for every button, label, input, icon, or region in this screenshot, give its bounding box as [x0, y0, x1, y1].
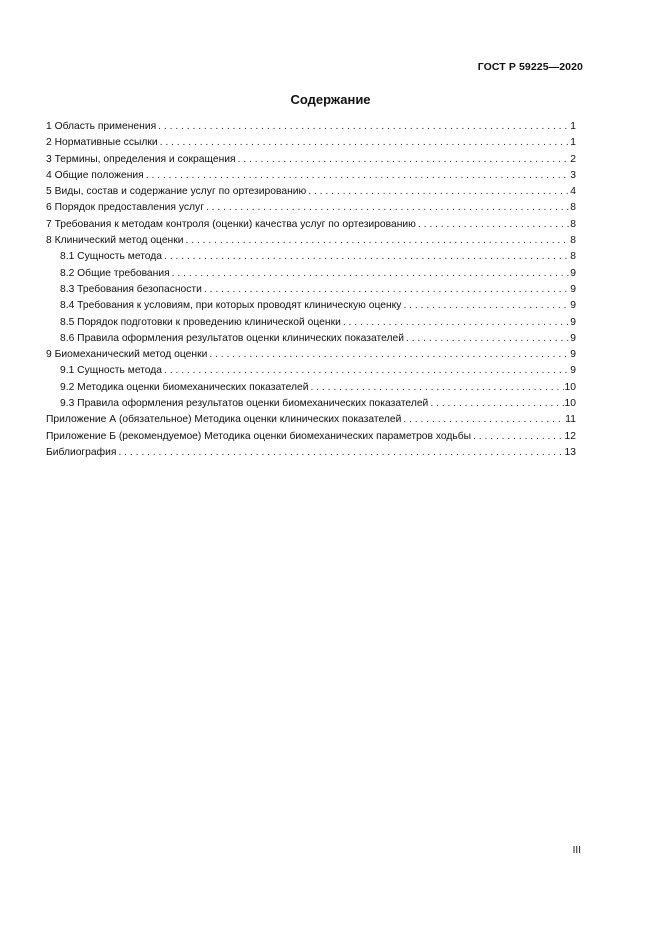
toc-entry[interactable] [46, 429, 576, 445]
toc-entry-title: Библиография [46, 446, 117, 458]
toc-entry[interactable] [46, 331, 576, 347]
toc-entry[interactable] [46, 380, 576, 396]
toc-entry-page: 8 [570, 218, 576, 230]
toc-entry-title: 6 Порядок предоставления услуг [46, 202, 204, 214]
toc-entry-title: 8.1 Сущность метода [60, 251, 163, 263]
toc-entry[interactable] [46, 168, 576, 184]
toc-entry-page: 9 [570, 349, 576, 361]
toc-entry[interactable] [46, 412, 576, 428]
toc-leader-dots [343, 315, 569, 331]
document-code: ГОСТ Р 59225—2020 [477, 61, 583, 73]
toc-leader-dots [308, 184, 569, 200]
toc-entry-page: 11 [565, 414, 576, 426]
toc-entry-page: 8 [570, 235, 576, 247]
toc-leader-dots [473, 429, 563, 445]
toc-entry-page: 9 [570, 283, 576, 295]
toc-entry-page: 9 [570, 365, 576, 377]
toc-entry-page: 1 [570, 137, 576, 149]
toc-entry-page: 12 [564, 430, 576, 442]
toc-entry-title: 7 Требования к методам контроля (оценки) качества услуг по ортезированию [46, 218, 416, 230]
toc-leader-dots [238, 152, 570, 168]
toc-entry[interactable] [46, 119, 576, 135]
toc-entry-title: 5 Виды, состав и содержание услуг по ортезированию [46, 186, 307, 198]
toc-entry[interactable] [46, 249, 576, 265]
toc-entry-title: 1 Область применения [46, 121, 157, 132]
toc-title: Содержание [290, 92, 371, 107]
toc-entry-title: 8.4 Требования к условиям, при которых проводят клиническую оценку [60, 300, 402, 312]
toc-entry-page: 10 [564, 398, 576, 410]
toc-leader-dots [209, 347, 569, 363]
toc-leader-dots [403, 412, 564, 428]
toc-leader-dots [164, 249, 569, 265]
toc-entry-title: Приложение А (обязательное) Методика оценки клинических показателей [46, 414, 402, 426]
toc-entry[interactable] [46, 445, 576, 461]
toc-leader-dots [310, 380, 563, 396]
toc-leader-dots [186, 233, 570, 249]
toc-leader-dots [172, 266, 570, 282]
toc-entry[interactable] [46, 217, 576, 233]
toc-entry-title: 2 Нормативные ссылки [46, 137, 158, 149]
toc-leader-dots [160, 135, 570, 151]
toc-entry-page: 4 [570, 186, 576, 198]
toc-entry-page: 9 [570, 332, 576, 344]
toc-entry-title: 9.2 Методика оценки биомеханических показателей [60, 381, 309, 393]
toc-entry-page: 8 [570, 202, 576, 214]
toc-leader-dots [146, 168, 570, 184]
toc-entry-title: 9.1 Сущность метода [60, 365, 163, 377]
toc-entry-page: 1 [570, 121, 576, 132]
toc-entry-title: 8.6 Правила оформления результатов оценки клинических показателей [60, 332, 404, 344]
toc-entry[interactable] [46, 315, 576, 331]
toc-entry-title: Приложение Б (рекомендуемое) Методика оценки биомеханических параметров ходьбы [46, 430, 472, 442]
toc-entry[interactable] [46, 152, 576, 168]
toc-entry[interactable] [46, 233, 576, 249]
table-of-contents [46, 119, 576, 461]
toc-leader-dots [204, 282, 569, 298]
toc-entry-title: 3 Термины, определения и сокращения [46, 153, 236, 165]
page-number: III [572, 845, 581, 856]
toc-leader-dots [118, 445, 563, 461]
toc-entry-title: 8.2 Общие требования [60, 267, 170, 279]
toc-entry[interactable] [46, 396, 576, 412]
toc-entry-title: 8.3 Требования безопасности [60, 283, 202, 295]
toc-entry-title: 9.3 Правила оформления результатов оценки биомеханических показателей [60, 398, 429, 410]
toc-entry-title: 8.5 Порядок подготовки к проведению клинической оценки [60, 316, 341, 328]
toc-entry[interactable] [46, 347, 576, 363]
toc-entry[interactable] [46, 363, 576, 379]
toc-leader-dots [206, 200, 569, 216]
toc-entry-page: 2 [570, 153, 576, 165]
toc-leader-dots [164, 363, 569, 379]
toc-leader-dots [158, 119, 569, 135]
toc-entry-page: 3 [570, 169, 576, 181]
toc-entry[interactable] [46, 200, 576, 216]
toc-entry-page: 9 [570, 300, 576, 312]
toc-entry-title: 8 Клинический метод оценки [46, 235, 184, 247]
toc-leader-dots [403, 298, 569, 314]
toc-entry-page: 13 [564, 446, 576, 458]
toc-entry-page: 8 [570, 251, 576, 263]
toc-leader-dots [430, 396, 563, 412]
toc-leader-dots [418, 217, 569, 233]
toc-entry[interactable] [46, 266, 576, 282]
toc-entry[interactable] [46, 298, 576, 314]
toc-entry-page: 9 [570, 316, 576, 328]
toc-entry[interactable] [46, 282, 576, 298]
toc-entry[interactable] [46, 135, 576, 151]
toc-entry-title: 4 Общие положения [46, 169, 144, 181]
toc-entry[interactable] [46, 184, 576, 200]
toc-entry-page: 9 [570, 267, 576, 279]
toc-entry-title: 9 Биомеханический метод оценки [46, 349, 208, 361]
toc-leader-dots [406, 331, 569, 347]
toc-entry-page: 10 [564, 381, 576, 393]
